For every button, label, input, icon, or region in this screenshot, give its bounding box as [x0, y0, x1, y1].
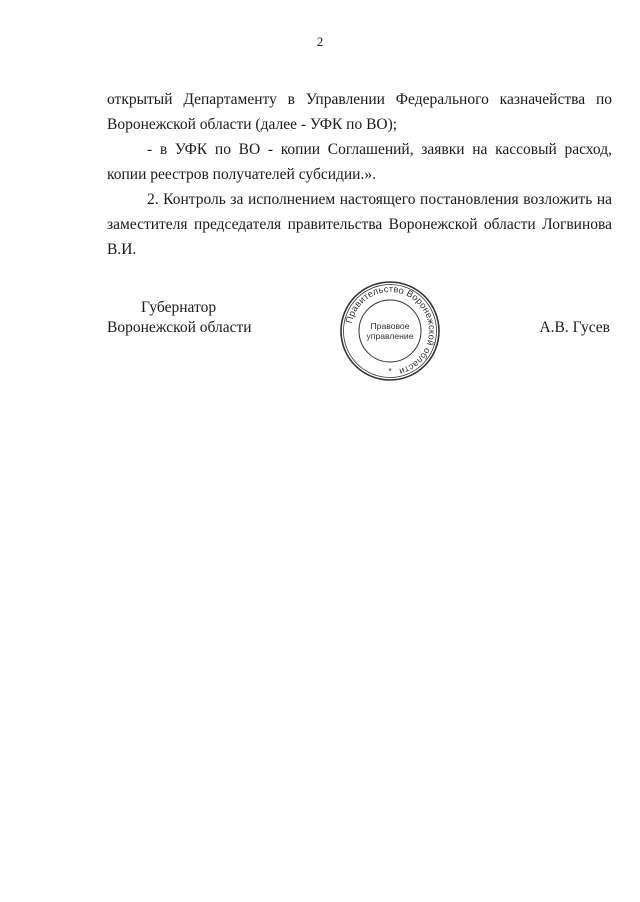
- paragraph-list-item: - в УФК по ВО - копии Соглашений, заявки на кассовый расход, копии реестров получателей субсидии.».: [107, 141, 612, 183]
- paragraph-continuation: открытый Департаменту в Управлении Федерального казначейства по Воронежской области (далее - УФК по ВО);: [107, 91, 612, 133]
- stamp-ring-label: Правительство Воронежской области: [343, 283, 438, 377]
- stamp-graphic: [338, 279, 442, 383]
- signatory-name: А.В. Гусев: [539, 319, 610, 336]
- stamp-inner-line1: Правовое: [370, 321, 410, 331]
- paragraph-control-clause: 2. Контроль за исполнением настоящего постановления возложить на заместителя председателя правительства Воронежской области Логвинова В.И.: [107, 191, 612, 258]
- document-body: [107, 87, 612, 262]
- stamp-inner-line2: управление: [366, 331, 414, 341]
- signatory-position: [107, 298, 252, 338]
- stamp-star-mark: *: [388, 366, 392, 376]
- page-number: 2: [316, 34, 324, 49]
- signatory-title-line1: Губернатор: [141, 299, 217, 316]
- signatory-title-line2: Воронежской области: [107, 319, 252, 336]
- official-stamp-seal: [338, 279, 442, 383]
